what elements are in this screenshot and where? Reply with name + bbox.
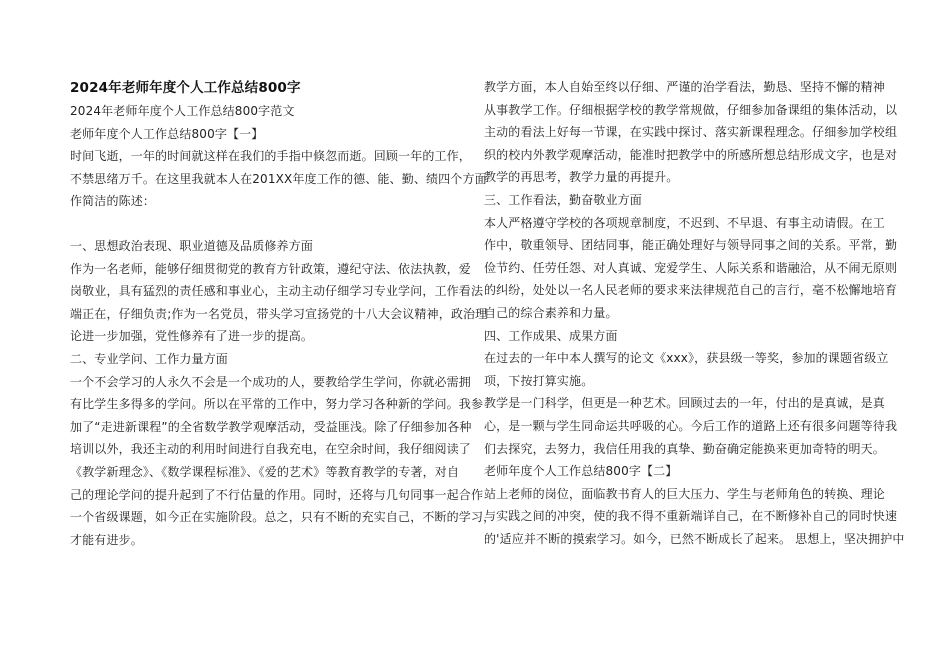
paragraph-line: 加了“走进新课程”的全省数学教学观摩活动，受益匪浅。除了仔细参加各种 <box>70 419 472 434</box>
paragraph-line: 教学的再思考，教学力量的再提升。 <box>484 170 679 185</box>
document-title: 2024年老师年度个人工作总结800字 <box>70 80 301 96</box>
paragraph-line: 端正在，仔细负责;作为一名党员，带头学习宣扬党的十八大会议精神，政治理 <box>70 306 488 321</box>
paragraph-line: 岗敬业，具有猛烈的责任感和事业心，主动主动仔细学习专业学问，工作看法 <box>70 284 484 299</box>
paragraph-line: 论进一步加强，党性修养有了进一步的提高。 <box>70 329 314 344</box>
right-column <box>484 76 905 550</box>
paragraph-line: 教学是一门科学，但更是一种艺术。回顾过去的一年，付出的是真诚，是真 <box>484 396 885 411</box>
paragraph-line: 时间飞逝，一年的时间就这样在我们的手指中倏忽而逝。回顾一年的工作， <box>70 149 471 164</box>
paragraph-line: 在过去的一年中本人撰写的论文《xxx》，获县级一等奖，参加的课题省级立 <box>484 351 889 366</box>
paragraph-line: 自己的综合素养和力量。 <box>484 305 618 320</box>
section-heading: 三、工作看法，勤奋敬业方面 <box>484 192 642 207</box>
paragraph-line: 培训以外，我还主动的利用时间进行自我充电，在空余时间，我仔细阅读了 <box>70 442 471 457</box>
paragraph-line: 一个不会学习的人永久不会是一个成功的人，要教给学生学问，你就必需拥 <box>70 374 471 389</box>
paragraph-line: 作中，敬重领导、团结同事，能正确处理好与领导同事之间的关系。平常，勤 <box>484 238 898 253</box>
paragraph-line: 与实践之间的冲突，使的我不得不重新端详自己，在不断修补自己的同时快速 <box>484 509 898 524</box>
paragraph-line: 站上老师的岗位，面临教书育人的巨大压力、学生与老师角色的转换、理论 <box>484 486 885 501</box>
section-heading: 二、专业学问、工作力量方面 <box>70 351 228 366</box>
section-heading: 老师年度个人工作总结800字【一】 <box>70 126 264 141</box>
paragraph-line: 俭节约、任劳任怨、对人真诚、宠爱学生、人际关系和谐融洽，从不闹无原则 <box>484 260 898 275</box>
paragraph-line: 作为一名老师，能够仔细贯彻党的教育方针政策，遵纪守法、依法执教，爱 <box>70 261 471 276</box>
left-column <box>70 76 496 551</box>
paragraph-line: 作简洁的陈述： <box>70 194 156 209</box>
paragraph-line: 己的理论学问的提升起到了不行估量的作用。同时，还将与几句同事一起合作 <box>70 487 484 502</box>
paragraph-line: 有比学生多得多的学问。所以在平常的工作中，努力学习各种新的学问。我参 <box>70 397 484 412</box>
section-heading: 老师年度个人工作总结800字【二】 <box>484 464 678 479</box>
paragraph-line: 的'适应并不断的摸索学习。如今，已然不断成长了起来。 思想上，坚决拥护中 <box>484 531 905 546</box>
paragraph-line: 从事教学工作。仔细根据学校的教学常规做，仔细参加备课组的集体活动，以 <box>484 102 898 117</box>
paragraph-line: 不禁思绪万千。在这里我就本人在201XX年度工作的德、能、勤、绩四个方面 <box>70 171 487 186</box>
paragraph-line: 2024年老师年度个人工作总结800字范文 <box>70 104 295 118</box>
section-heading: 一、思想政治表现、职业道德及品质修养方面 <box>70 238 314 253</box>
paragraph-line: 一个省级课题，如今正在实施阶段。总之，只有不断的充实自己，不断的学习， <box>70 510 496 525</box>
paragraph-line: 们去探究，去努力，我信任用我的真挚、勤奋确定能换来更加奇特的明天。 <box>484 441 885 456</box>
section-heading: 四、工作成果、成果方面 <box>484 328 618 343</box>
paragraph-line: 教学方面，本人自始至终以仔细、严谨的治学看法，勤恳、坚持不懈的精神 <box>484 80 885 94</box>
paragraph-line: 织的校内外教学观摩活动，能准时把教学中的所感所想总结形成文字，也是对 <box>484 147 898 162</box>
paragraph-line: 主动的看法上好每一节课，在实践中探讨、落实新课程理念。仔细参加学校组 <box>484 125 898 140</box>
paragraph-line: 才能有进步。 <box>70 532 143 547</box>
paragraph-line: 本人严格遵守学校的各项规章制度，不迟到、不早退、有事主动请假。在工 <box>484 215 885 230</box>
paragraph-line: 的纠纷，处处以一名人民老师的要求来法律规范自己的言行，毫不松懈地培育 <box>484 283 898 298</box>
paragraph-line: 心，是一颗与学生同命运共呼吸的心。今后工作的道路上还有很多问题等待我 <box>484 418 898 433</box>
paragraph-line: 项，下按打算实施。 <box>484 373 594 388</box>
blank-line <box>70 213 470 235</box>
paragraph-line: 《教学新理念》、《数学课程标准》、《爱的艺术》等教育教学的专著，对自 <box>70 464 460 479</box>
